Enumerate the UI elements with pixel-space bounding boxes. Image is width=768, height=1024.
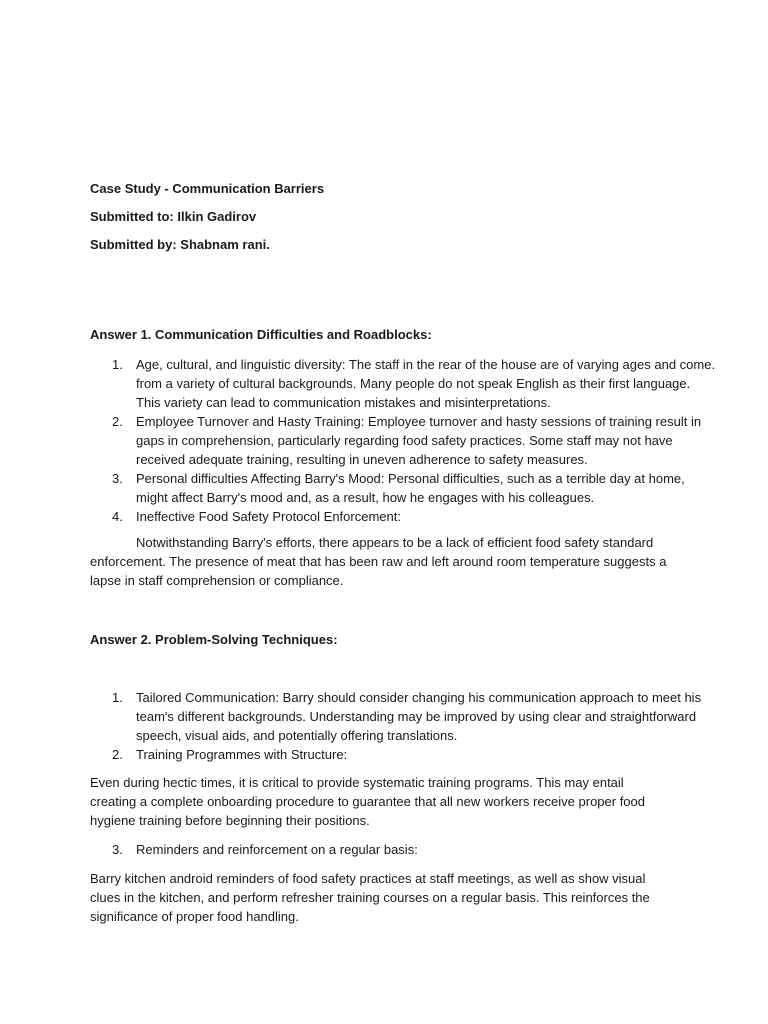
list-number: 1. [112,357,123,372]
list-item [112,412,716,469]
document-title: Case Study - Communication Barriers [90,181,325,196]
list-text: Employee Turnover and Hasty Training: Employee turnover and hasty sessions of training result in gaps in comprehension, particularly regarding food safety practices. Some staff may not have received adequate training, resulting in uneven adherence to safety measures. [136,414,702,467]
list-item [112,745,716,764]
list-number: 3. [112,471,123,486]
submitted-to: Submitted to: Ilkin Gadirov [90,209,257,224]
list-item [112,688,716,745]
answer2-reminders-paragraph: Barry kitchen android reminders of food safety practices at staff meetings, as well as show visual clues in the kitchen, and perform refresher training courses on a regular basis. This reinforces the significance of proper food handling. [90,871,650,924]
list-number: 1. [112,690,123,705]
list-item [112,840,716,859]
list-item [112,469,716,507]
submitted-by: Submitted by: Shabnam rani. [90,237,270,252]
list-text: Personal difficulties Affecting Barry's Mood: Personal difficulties, such as a terrible day at home, might affect Barry's mood and, as a result, how he engages with his colleagues. [136,471,685,505]
list-text: Tailored Communication: Barry should consider changing his communication approach to meet his team's different backgrounds. Understanding may be improved by using clear and straightforward speech, visual aids, and potentially offering translations. [136,690,702,743]
list-text: Reminders and reinforcement on a regular basis: [136,842,418,857]
answer1-heading: Answer 1. Communication Difficulties and Roadblocks: [90,327,432,342]
list-number: 2. [112,747,123,762]
list-number: 4. [112,509,123,524]
answer2-list-continued [90,840,716,859]
answer2-list [90,688,716,764]
answer2-training-paragraph: Even during hectic times, it is critical to provide systematic training programs. This may entail creating a complete onboarding procedure to guarantee that all new workers receive proper food hygiene training before beginning their positions. [90,775,646,828]
answer2-heading: Answer 2. Problem-Solving Techniques: [90,632,338,647]
list-number: 3. [112,842,123,857]
list-item [112,507,716,526]
list-text: Age, cultural, and linguistic diversity: The staff in the rear of the house are of varying ages and come. from a variety of cultural backgrounds. Many people do not speak English as their first language. This variety can lead to communication mistakes and misinterpretations. [136,357,716,410]
answer1-closing: Notwithstanding Barry's efforts, there appears to be a lack of efficient food safety standard enforcement. The presence of meat that has been raw and left around room temperature suggests a lapse in staff comprehension or compliance. [90,535,667,588]
list-text: Ineffective Food Safety Protocol Enforcement: [136,509,401,524]
list-text: Training Programmes with Structure: [136,747,348,762]
list-number: 2. [112,414,123,429]
answer1-list [90,355,716,526]
list-item [112,355,716,412]
